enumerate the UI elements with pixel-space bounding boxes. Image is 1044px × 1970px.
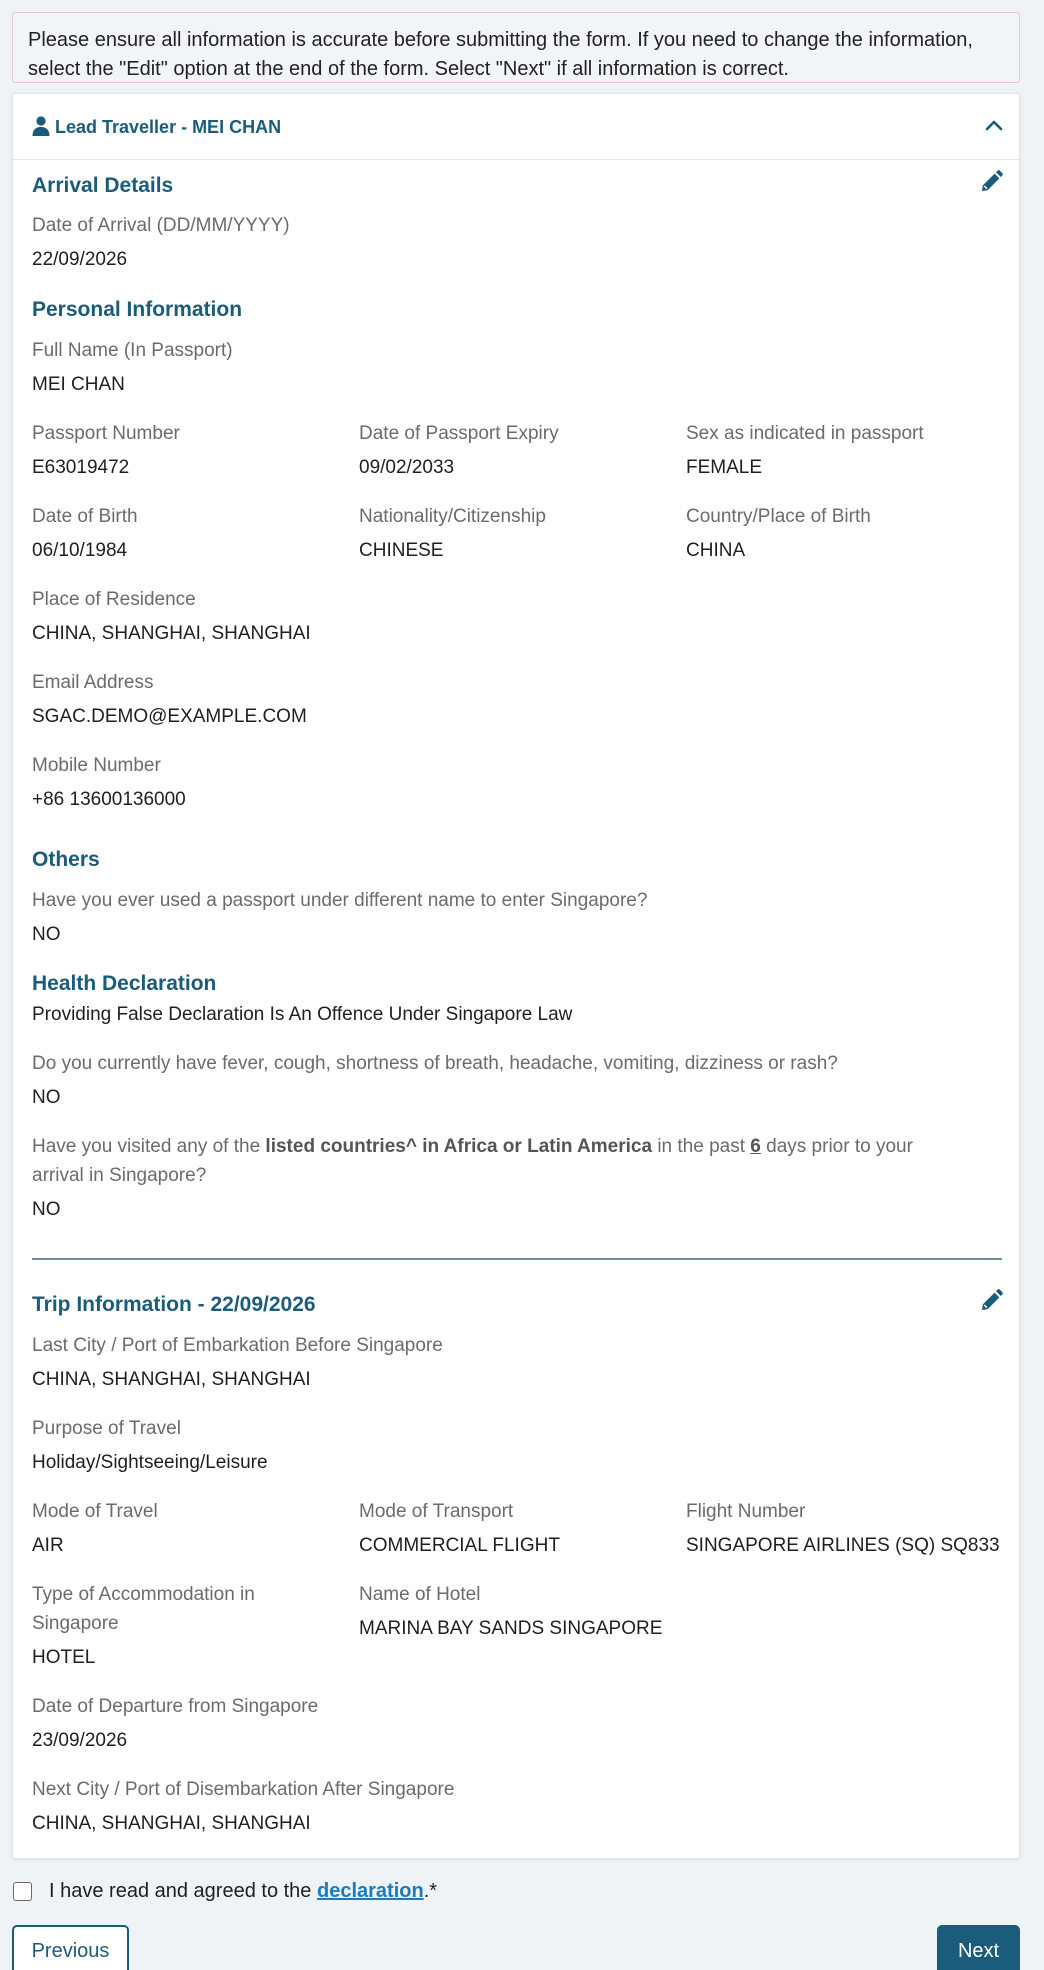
residence-value: CHINA, SHANGHAI, SHANGHAI [32, 623, 311, 644]
accommodation-label-line2: Singapore [32, 1613, 119, 1634]
nationality-value: CHINESE [359, 540, 444, 561]
accommodation-value: HOTEL [32, 1647, 96, 1668]
person-icon [32, 116, 50, 136]
review-notice [12, 12, 1020, 83]
symptoms-answer: NO [32, 1087, 61, 1108]
travel-history-question-part3: days prior to your [760, 1136, 913, 1157]
sex-label: Sex as indicated in passport [686, 423, 924, 444]
last-city-label: Last City / Port of Embarkation Before Singapore [32, 1335, 443, 1356]
travel-history-question-part1: Have you visited any of the [32, 1136, 266, 1157]
lead-traveller-card [12, 93, 1020, 1859]
date-of-birth-label: Date of Birth [32, 506, 138, 527]
other-passport-question: Have you ever used a passport under different name to enter Singapore? [32, 890, 648, 911]
passport-expiry-label: Date of Passport Expiry [359, 423, 559, 444]
passport-number-label: Passport Number [32, 423, 180, 444]
departure-date-label: Date of Departure from Singapore [32, 1696, 319, 1717]
travel-history-question [32, 1132, 1002, 1161]
flight-number-label: Flight Number [686, 1501, 806, 1522]
email-label: Email Address [32, 672, 154, 693]
personal-information-title: Personal Information [32, 298, 243, 321]
flight-number-value: SINGAPORE AIRLINES (SQ) SQ833 [686, 1535, 1000, 1556]
lead-traveller-header[interactable] [13, 94, 1019, 160]
hotel-name-label: Name of Hotel [359, 1584, 481, 1605]
sex-value: FEMALE [686, 457, 763, 478]
nationality-label: Nationality/Citizenship [359, 506, 546, 527]
previous-button[interactable]: Previous [12, 1925, 129, 1970]
mode-of-travel-value: AIR [32, 1535, 64, 1556]
passport-expiry-value: 09/02/2033 [359, 457, 455, 478]
arrival-date-label: Date of Arrival (DD/MM/YYYY) [32, 215, 290, 236]
next-button[interactable]: Next [937, 1925, 1020, 1970]
purpose-value: Holiday/Sightseeing/Leisure [32, 1452, 268, 1473]
email-value: SGAC.DEMO@EXAMPLE.COM [32, 706, 307, 727]
last-city-value: CHINA, SHANGHAI, SHANGHAI [32, 1369, 311, 1390]
accommodation-label-line1: Type of Accommodation in [32, 1584, 255, 1605]
residence-label: Place of Residence [32, 589, 196, 610]
trip-information-title: Trip Information - 22/09/2026 [32, 1293, 316, 1316]
mode-of-transport-value: COMMERCIAL FLIGHT [359, 1535, 560, 1556]
edit-trip-pencil-icon[interactable] [979, 1289, 1003, 1313]
declaration-link[interactable]: declaration [316, 1879, 424, 1902]
other-passport-answer: NO [32, 924, 61, 945]
agreement-prefix: I have read and agreed to the [49, 1879, 317, 1902]
review-notice-text: Please ensure all information is accurate before submitting the form. If you need to change the information, select the "Edit" option at the end of the form. Select "Next" if all information is correct. [28, 29, 973, 80]
full-name-value: MEI CHAN [32, 374, 125, 395]
section-divider [32, 1258, 1002, 1260]
hotel-name-value: MARINA BAY SANDS SINGAPORE [359, 1618, 663, 1639]
chevron-up-icon[interactable] [985, 118, 1003, 132]
edit-arrival-pencil-icon[interactable] [979, 170, 1003, 194]
birth-country-value: CHINA [686, 540, 746, 561]
mobile-value: +86 13600136000 [32, 789, 186, 810]
next-city-label: Next City / Port of Disembarkation After Singapore [32, 1779, 455, 1800]
declaration-agreement [13, 1876, 437, 1906]
health-declaration-title: Health Declaration [32, 972, 217, 995]
travel-history-question-part2: in the past [652, 1136, 751, 1157]
arrival-details-title: Arrival Details [32, 174, 174, 197]
next-city-value: CHINA, SHANGHAI, SHANGHAI [32, 1813, 311, 1834]
agreement-suffix: .* [423, 1879, 438, 1902]
mode-of-transport-label: Mode of Transport [359, 1501, 514, 1522]
travel-history-answer: NO [32, 1199, 61, 1220]
mobile-label: Mobile Number [32, 755, 161, 776]
listed-countries-text: listed countries^ in Africa or Latin America [265, 1136, 653, 1157]
arrival-date-value: 22/09/2026 [32, 249, 128, 270]
departure-date-value: 23/09/2026 [32, 1730, 128, 1751]
travel-history-question-line2: arrival in Singapore? [32, 1165, 207, 1186]
birth-country-label: Country/Place of Birth [686, 506, 871, 527]
mode-of-travel-label: Mode of Travel [32, 1501, 158, 1522]
full-name-label: Full Name (In Passport) [32, 340, 233, 361]
lead-traveller-title: Lead Traveller - MEI CHAN [55, 117, 282, 137]
past-days-count: 6 [750, 1136, 761, 1157]
others-title: Others [32, 848, 100, 871]
passport-number-value: E63019472 [32, 457, 130, 478]
symptoms-question: Do you currently have fever, cough, shortness of breath, headache, vomiting, dizziness or rash? [32, 1053, 838, 1074]
declaration-checkbox[interactable] [13, 1882, 32, 1901]
purpose-label: Purpose of Travel [32, 1418, 181, 1439]
health-warning: Providing False Declaration Is An Offence Under Singapore Law [32, 1004, 573, 1025]
date-of-birth-value: 06/10/1984 [32, 540, 128, 561]
